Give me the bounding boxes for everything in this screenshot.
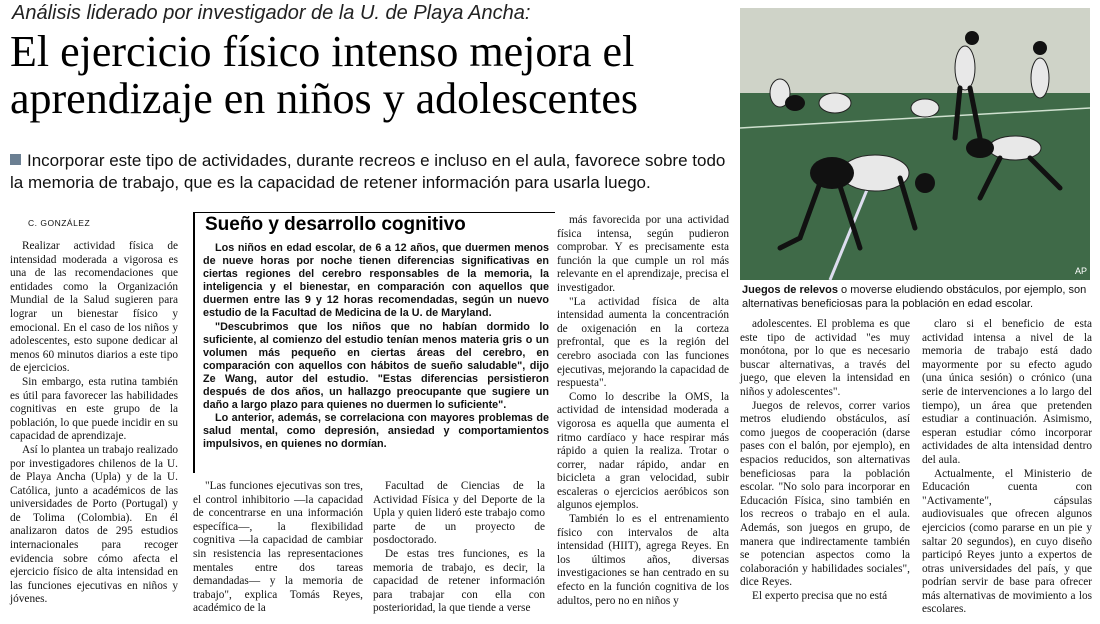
children-running-illustration — [740, 8, 1090, 280]
paragraph: Facultad de Ciencias de la Actividad Física y del Deporte de la Upla y quien lideró este trabajo como parte de un proyecto de posdoctorado. — [373, 480, 545, 547]
bullet-square-icon — [10, 154, 21, 165]
column-1 — [10, 240, 178, 607]
subheading — [10, 150, 735, 194]
paragraph: Así lo plantea un trabajo realizado por investigadores chilenos de la U. de Playa Ancha (Upla) y de la U. Católica, junto a académicos de las universidades de Porto (Portugal) y de Tolima (Colombia). En él analizaron datos de 295 estudios internacionales para recoger evidencia sobre cómo afecta el ejercicio físico de alta intensidad en las funciones ejecutivas en niños y jóvenes. — [10, 443, 178, 606]
paragraph: El experto precisa que no está — [752, 589, 888, 602]
paragraph: Sin embargo, esta rutina también es útil para favorecer las habilidades cognitivas en este grupo de la población, lo que puede incidir en su capacidad de aprendizaje. — [10, 375, 178, 443]
paragraph: más favorecida por una actividad física intensa, según pudieron comprobar. Y es precisamente esta función la que cumple un rol más relevante en el aprendizaje, precisa el investigador. — [557, 214, 729, 294]
paragraph: También lo es el entrenamiento físico con intervalos de alta intensidad (HIIT), agrega Reyes. En los últimos años, diversas investigaciones se han centrado en su efecto en la función cognitiva de los adultos, pero no en niños y — [557, 513, 729, 607]
photo-caption — [742, 283, 1092, 311]
column-5 — [740, 318, 910, 603]
caption-text: o moverse eludiendo obstáculos, por ejemplo, son alternativas beneficiosas para la población en edad escolar. — [742, 284, 1087, 310]
kicker: Análisis liderado por investigador de la U. de Playa Ancha: — [12, 2, 531, 24]
sidebar-paragraph: Lo anterior, además, se correlaciona con mayores problemas de salud mental, como depresión, ansiedad y comportamientos impulsivos, en quienes no dormían. — [203, 412, 549, 451]
column-6 — [922, 318, 1092, 617]
paragraph: claro si el beneficio de esta actividad intensa a nivel de la memoria de trabajo está dado mayormente por su efecto agudo (una única sesión) o crónico (una serie de intervenciones a lo largo del tiempo), un área que pretenden estudiar a continuación. Asimismo, esperan estudiar cómo incorporar actividades de alta intensidad dentro del aula. — [922, 318, 1092, 466]
sidebar-body — [203, 242, 549, 452]
column-4 — [557, 214, 729, 608]
paragraph: adolescentes. El problema es que este tipo de actividad "es muy monótona, por lo que es necesario buscar alternativas, a través del juego, que eleven la intensidad en niños y adolescentes". — [740, 318, 910, 398]
sidebar-paragraph: Los niños en edad escolar, de 6 a 12 años, que duermen menos de nueve horas por noche tienen diferencias significativas en ciertas regiones del cerebro responsables de la memoria, la inteligencia y el bienestar, en comparación con aquellos que duermen entre las 9 y 12 horas recomendadas, según un nuevo estudio de la Facultad de Medicina de la U. de Maryland. — [203, 242, 549, 320]
article-photo — [740, 8, 1090, 280]
paragraph: Actualmente, el Ministerio de Educación cuenta con "Activamente", cápsulas audiovisuales que ofrecen algunos ejercicios (como pararse en un pie y saltar 20 segundos), en cuyo diseño participó Reyes junto a expertos de otras universidades del país, y que podrían servir de base para ofrecer más alternativas de movimiento a los escolares. — [922, 467, 1092, 616]
paragraph: De estas tres funciones, es la memoria de trabajo, es decir, la capacidad de retener información para trabajar con ella con posterioridad, la que tiende a verse — [373, 547, 545, 615]
column-3 — [373, 480, 545, 616]
paragraph: Como lo describe la OMS, la actividad de intensidad moderada a vigorosa es aquella que aumenta el ritmo cardíaco y hace respirar más rápido a quien la realiza. Trotar o correr, nadar rápido, andar en bicicleta a gran velocidad, subir escaleras o ejercicios aeróbicos son algunos ejemplos. — [557, 390, 729, 512]
column-2 — [193, 480, 363, 616]
headline: El ejercicio físico intenso mejora el aprendizaje en niños y adolescentes — [10, 27, 638, 123]
paragraph: "La actividad física de alta intensidad aumenta la concentración de oxigenación en la corteza prefrontal, que es la región del cerebro asociada con las funciones ejecutivas, mejorando la capacidad de respuesta". — [557, 295, 729, 390]
paragraph: Juegos de relevos, correr varios metros eludiendo obstáculos, así como juegos de cooperación (darse pases con el balón, por ejemplo), en espacios reducidos, son alternativas beneficiosas para la población escolar. "No solo para incorporar en Educación Física, sino también en los recreos o trabajo en el aula. Además, son juegos en grupo, de manera que indirectamente también se potencian aspectos como la colaboración y habilidades sociales", dice Reyes. — [740, 399, 910, 589]
sidebar-title: Sueño y desarrollo cognitivo — [205, 214, 466, 235]
photo-credit: AP — [1075, 266, 1088, 276]
sidebar-paragraph: "Descubrimos que los niños que no habían dormido lo suficiente, al comienzo del estudio tenían menos materia gris o un volumen más pequeño en ciertas áreas del cerebro, en comparación con aquellos con hábitos de sueño saludable", dijo Ze Wang, autor del estudio. "Estas diferencias persistieron después de dos años, un hallazgo preocupante que sugiere un daño a largo plazo para quienes no duermen lo suficiente". — [203, 320, 549, 412]
caption-bold: Juegos de relevos — [742, 284, 838, 296]
paragraph: "Las funciones ejecutivas son tres, el control inhibitorio —la capacidad de concentrarse en una información específica—, la flexibilidad cognitiva —la capacidad de cambiar sin resistencia las representaciones mentales entre dos tareas demandadas— y la memoria de trabajo", explica Tomás Reyes, académico de la — [193, 480, 363, 615]
paragraph: Realizar actividad física de intensidad moderada a vigorosa es una de las recomendaciones que entidades como la Organización Mundial de la Salud sugieren para lograr un bienestar físico y emocional. En el caso de los niños y adolescentes, esto supone dedicar al menos 60 minutos diarios a este tipo de ejercicios. — [10, 240, 178, 375]
subheading-text: Incorporar este tipo de actividades, durante recreos e incluso en el aula, favorece sobre todo la memoria de trabajo, que es la capacidad de retener información para usarla luego. — [10, 151, 726, 192]
author-byline: C. GONZÁLEZ — [28, 218, 91, 228]
